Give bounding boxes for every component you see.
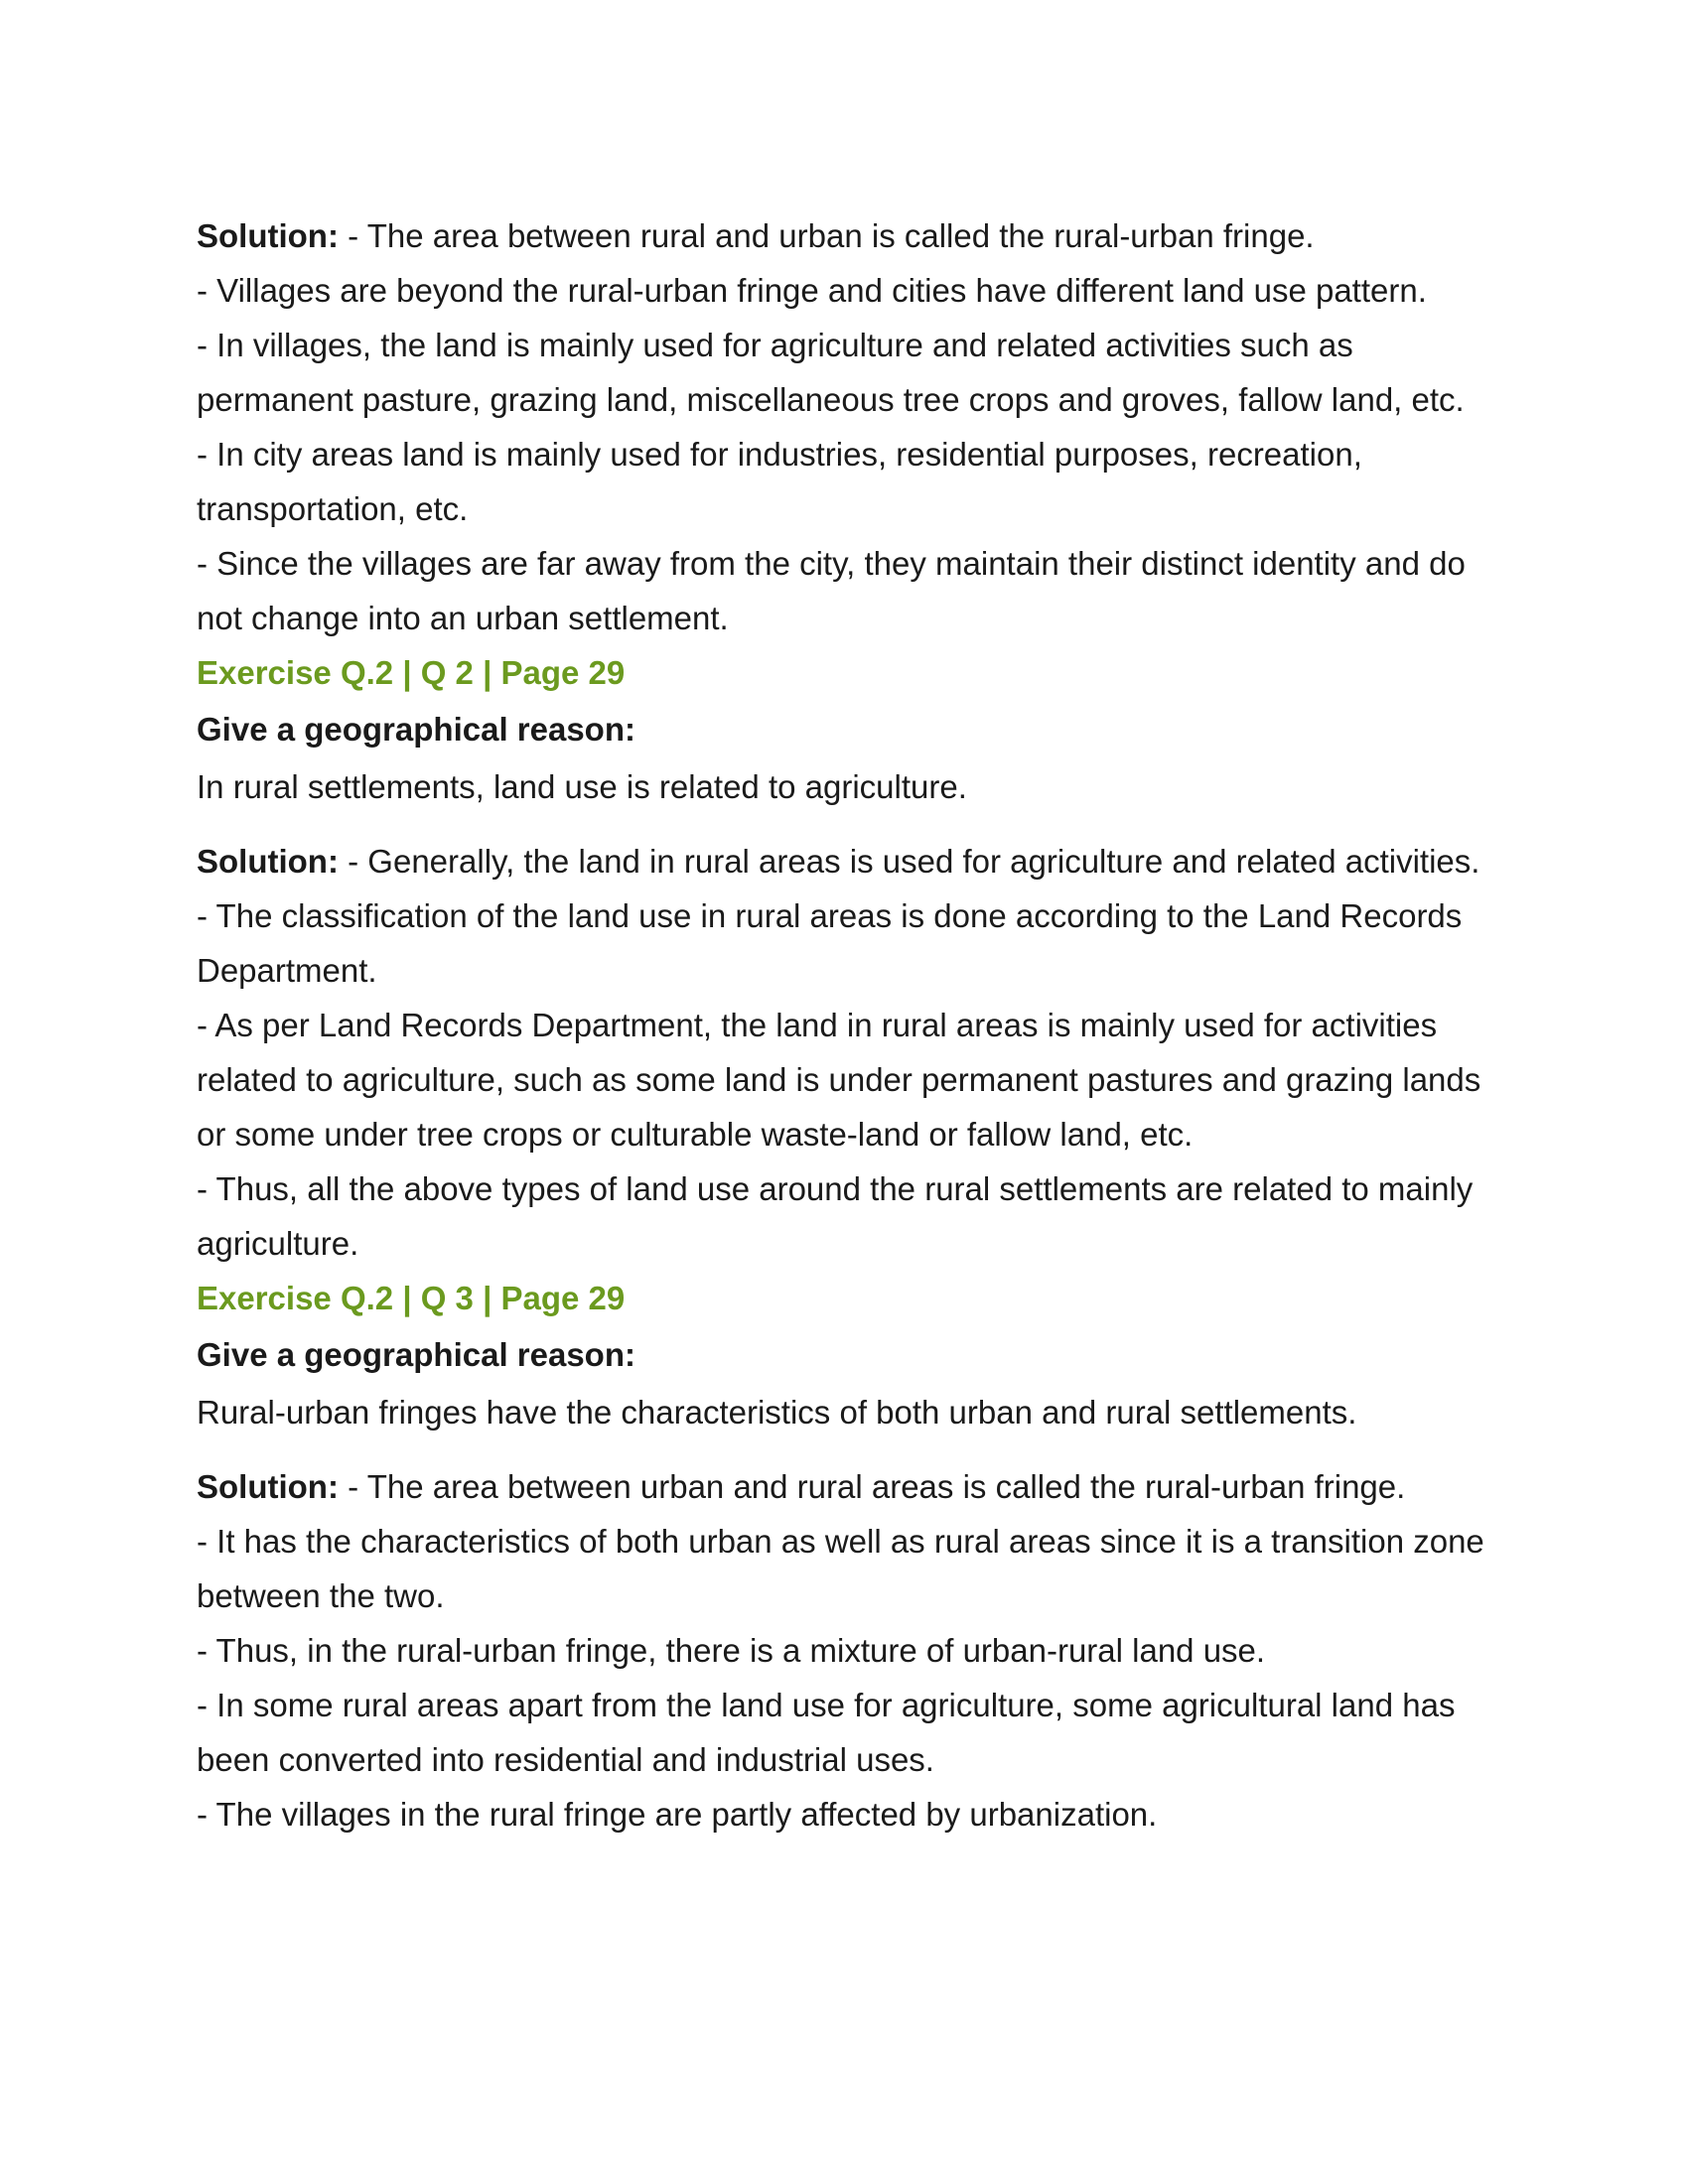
solution-point: - In city areas land is mainly used for industries, residential purposes, recreation, transportation, etc. — [197, 436, 1362, 527]
solution-first-line — [197, 208, 1497, 263]
solution-point: - In villages, the land is mainly used for agriculture and related activities such as permanent pasture, grazing land, miscellaneous tree crops and groves, fallow land, etc. — [197, 327, 1465, 418]
solution-text: - The area between rural and urban is called the rural-urban fringe. — [338, 217, 1315, 254]
solution-point: - As per Land Records Department, the land in rural areas is mainly used for activities related to agriculture, such as some land is under permanent pastures and grazing lands or some under tree crops or culturable waste-land or fallow land, etc. — [197, 1007, 1481, 1153]
solution-point: - Villages are beyond the rural-urban fringe and cities have different land use pattern. — [197, 272, 1427, 309]
exercise-block-q3 — [197, 1271, 1497, 1842]
solution-label: Solution: — [197, 843, 339, 880]
document-page — [197, 208, 1497, 1842]
solution-text: - The area between urban and rural areas is called the rural-urban fringe. — [338, 1468, 1406, 1505]
question-text: Rural-urban fringes have the characteristics of both urban and rural settlements. — [197, 1394, 1357, 1431]
solution-text: - Generally, the land in rural areas is used for agriculture and related activities. — [338, 843, 1480, 880]
solution-point: - Since the villages are far away from the city, they maintain their distinct identity and do not change into an urban settlement. — [197, 545, 1466, 636]
solution-label: Solution: — [197, 1468, 339, 1505]
question-text: In rural settlements, land use is related to agriculture. — [197, 768, 967, 805]
solution-point: - Thus, all the above types of land use around the rural settlements are related to mainly agriculture. — [197, 1170, 1474, 1262]
solution-point: - In some rural areas apart from the land use for agriculture, some agricultural land has been converted into residential and industrial uses. — [197, 1687, 1456, 1778]
solution-point: - The villages in the rural fringe are partly affected by urbanization. — [197, 1796, 1158, 1833]
question-title: Give a geographical reason: — [197, 1336, 635, 1373]
solution-block-1 — [197, 208, 1497, 645]
exercise-link[interactable]: Exercise Q.2 | Q 2 | Page 29 — [197, 654, 626, 691]
solution-point: - It has the characteristics of both urban as well as rural areas since it is a transition zone between the two. — [197, 1523, 1484, 1614]
question-title: Give a geographical reason: — [197, 711, 635, 748]
solution-point: - The classification of the land use in rural areas is done according to the Land Records Department. — [197, 897, 1463, 989]
solution-point: - Thus, in the rural-urban fringe, there is a mixture of urban-rural land use. — [197, 1632, 1266, 1669]
solution-label: Solution: — [197, 217, 339, 254]
solution-first-line — [197, 1459, 1497, 1514]
solution-first-line — [197, 834, 1497, 888]
exercise-link[interactable]: Exercise Q.2 | Q 3 | Page 29 — [197, 1280, 626, 1316]
exercise-block-q2 — [197, 645, 1497, 1271]
